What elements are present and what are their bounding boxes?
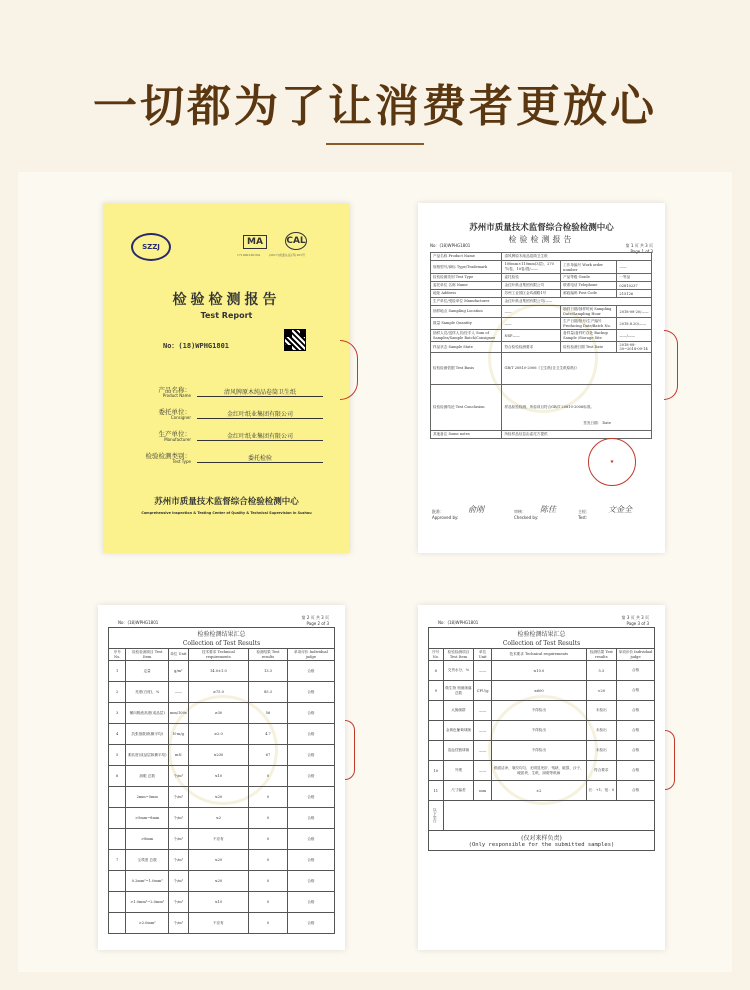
- field-value: 金红叶纸业集团有限公司: [197, 431, 323, 441]
- results-title-en: Collection of Test Results: [109, 639, 335, 649]
- field-value: 委托检验: [197, 453, 323, 463]
- results-title-cn: 检验检测结果汇总: [109, 628, 335, 640]
- table-cell: 个/m²: [168, 808, 188, 829]
- table-cell: 纸面洁净，皱纹均匀，无明显死折、残缺、破损、沙子、硬质块、生纸、绿斑等纸病: [491, 761, 586, 781]
- table-row: [109, 871, 335, 892]
- szzj-logo-icon: SZZJ: [131, 233, 171, 261]
- table-cell: 合格: [287, 808, 334, 829]
- field-label-en: Product Name: [162, 393, 191, 398]
- table-cell: 0: [249, 892, 288, 913]
- table-cell: ≤20: [188, 850, 248, 871]
- row-value: 2018-08-20/——: [617, 306, 652, 318]
- table-cell: 个/m²: [168, 913, 188, 934]
- field-value: 清风牌原木纯品卷筒卫生纸: [197, 387, 323, 397]
- table-cell: 符合要求: [586, 761, 616, 781]
- results-header: 单项评价 Individual judge: [617, 649, 655, 661]
- checker-en: Checked by:: [514, 515, 539, 520]
- cal-certification-icon: CAL: [285, 232, 307, 250]
- test-report-page-1: [418, 203, 665, 553]
- field-label: 产品名称：: [158, 386, 191, 394]
- table-row: [109, 787, 335, 808]
- table-cell: 5: [109, 745, 126, 766]
- results-title-cn: 检验检测结果汇总: [429, 628, 655, 640]
- row-label: 抽样日期/抽样时间 Sampling Date/Sampling Hour: [561, 306, 617, 318]
- table-cell: 合格: [287, 682, 334, 703]
- table-cell: 0: [249, 871, 288, 892]
- table-cell: ≥2.0: [188, 724, 248, 745]
- table-cell: mN: [168, 745, 188, 766]
- table-cell: 合格: [287, 745, 334, 766]
- page-cn: 第 1 页 共 3 页: [625, 243, 653, 248]
- table-cell: ≤230: [188, 745, 248, 766]
- table-cell: 0: [249, 850, 288, 871]
- report-row: [431, 290, 652, 298]
- table-cell: [429, 701, 444, 721]
- row-value: ——: [617, 261, 652, 274]
- table-cell: 大肠菌群: [443, 701, 474, 721]
- table-cell: ≤20: [188, 871, 248, 892]
- table-cell: 抗张指数(纵横平均): [126, 724, 169, 745]
- page-cn: 第 3 页 共 3 页: [621, 615, 649, 620]
- table-cell: 2: [109, 682, 126, 703]
- table-cell: ≥75.0: [188, 682, 248, 703]
- table-cell: 合格: [617, 781, 655, 801]
- table-cell: 合格: [617, 761, 655, 781]
- table-cell: 合格: [287, 913, 334, 934]
- cover-report-number: No：(18)WPHG1801: [163, 342, 230, 350]
- row-value: ——: [502, 306, 561, 318]
- results-title-en: Collection of Test Results: [429, 639, 655, 649]
- results-header: 检验检测项目 Test Item: [443, 649, 474, 661]
- table-cell: ≤20: [188, 787, 248, 808]
- cover-seal-edge-icon: [340, 340, 358, 400]
- cover-title-en: Test Report: [200, 311, 253, 320]
- cover-field-manufacturer: [123, 429, 333, 447]
- table-cell: 个/m²: [168, 787, 188, 808]
- table-row: [429, 721, 655, 741]
- results-header: 单位 Unit: [474, 649, 492, 661]
- row-value: 金红叶纸业集团有限公司/——: [502, 298, 652, 306]
- basis-value: GB/T 20810-2006《卫生纸(含卫生纸原纸)》: [502, 353, 652, 385]
- results-header: 检验检测项目 Test Item: [126, 649, 169, 661]
- report-row: [431, 342, 652, 353]
- table-cell: >2.0mm²: [126, 913, 169, 934]
- table-cell: 13.3: [249, 661, 288, 682]
- table-cell: 个/m²: [168, 850, 188, 871]
- issue-date-label: [583, 421, 611, 426]
- results-header: 技术要求 Technical requirements: [188, 649, 248, 661]
- table-cell: 定量: [126, 661, 169, 682]
- table-row: [429, 781, 655, 801]
- tester-label: [578, 509, 590, 520]
- table-row: [109, 682, 335, 703]
- results-table: [428, 627, 655, 851]
- table-cell: [109, 808, 126, 829]
- table-cell: mm/100s: [168, 703, 188, 724]
- row-label: 数量 Sample Quantity: [431, 318, 502, 330]
- results-header-row: [429, 649, 655, 661]
- row-label: 抽样地点 Sampling Location: [431, 306, 502, 318]
- table-row: [109, 892, 335, 913]
- table-cell: 尘埃度 总数: [126, 850, 169, 871]
- table-cell: 外观: [443, 761, 474, 781]
- report-row: [431, 298, 652, 306]
- table-cell: 0.2mm²~1.0mm²: [126, 871, 169, 892]
- table-cell: [109, 871, 126, 892]
- remark-label: 其他备注 Some notes: [431, 431, 502, 439]
- checker-label: [514, 509, 538, 520]
- table-row: [429, 681, 655, 701]
- report-row: [431, 261, 652, 274]
- table-row: [429, 761, 655, 781]
- table-cell: 7: [109, 850, 126, 871]
- table-cell: 不得检出: [491, 741, 586, 761]
- official-seal-icon: ★: [588, 438, 636, 486]
- table-cell: 溶血性链球菌: [443, 741, 474, 761]
- results-page-number: [302, 615, 329, 626]
- table-cell: [429, 721, 444, 741]
- checker-signature: 陈佳: [540, 505, 556, 514]
- cover-org-en: Comprehensive Inspection & Testing Center of Quality & Technical Supervision in Suzhou: [141, 511, 312, 515]
- field-label: 生产单位：: [158, 430, 191, 438]
- row-label: 生产单位/受检单位 Manufacturer: [431, 298, 502, 306]
- field-label: 委托单位：: [158, 408, 191, 416]
- table-cell: 4: [109, 724, 126, 745]
- cover-title-cn: 检验检测报告: [172, 292, 281, 308]
- table-cell: 56: [249, 703, 288, 724]
- test-report-cover: [103, 203, 350, 553]
- table-cell: 合格: [617, 701, 655, 721]
- results-page-2: [98, 605, 345, 950]
- table-cell: 11: [429, 781, 444, 801]
- headline: 一切都为了让消费者更放心: [93, 81, 657, 132]
- remark-value: 所检样品信息由委托方提供: [502, 431, 652, 439]
- row-label: 产品名称 Product Name: [431, 253, 502, 261]
- report-row: [431, 282, 652, 290]
- row-value: ——: [502, 318, 561, 330]
- table-cell: 合格: [287, 892, 334, 913]
- tester-signature: 文金全: [608, 505, 632, 514]
- row-label: 备样量/备样贮存处 Backup Sample /Storage Site: [561, 330, 617, 342]
- approver-label: [432, 509, 458, 520]
- table-cell: ——: [474, 741, 492, 761]
- row-value: 2018-08-30~2018-09-14: [617, 342, 652, 353]
- table-cell: 亮度(白度)，%: [126, 682, 169, 703]
- note-cn: (仅对来样负责): [521, 835, 562, 842]
- table-row: [109, 724, 335, 745]
- results-report-number: No：(18)WPHG1801: [118, 620, 159, 625]
- row-value: NSP——: [502, 330, 561, 342]
- table-cell: 9: [429, 681, 444, 701]
- table-cell: ≤2: [188, 808, 248, 829]
- qr-code-icon: [284, 329, 306, 351]
- table-cell: ——: [474, 701, 492, 721]
- table-cell: 合格: [617, 721, 655, 741]
- table-cell: 合格: [617, 681, 655, 701]
- row-value: ——/——: [617, 330, 652, 342]
- results-seal-edge-icon: [345, 720, 355, 780]
- row-label: 检验检测类别 Test Type: [431, 274, 502, 282]
- report-number: No：(18)WPHG1801: [430, 243, 471, 248]
- table-cell: ≥30: [188, 703, 248, 724]
- table-row: [429, 661, 655, 681]
- row-value: 215126: [617, 290, 652, 298]
- table-cell: 个/m²: [168, 829, 188, 850]
- row-label: 工作单编号 Work order number: [561, 261, 617, 274]
- table-cell: ≤10: [188, 892, 248, 913]
- divider: [326, 143, 424, 145]
- table-row: [109, 745, 335, 766]
- cover-field-test-type: [123, 451, 333, 469]
- blank-cell: [443, 801, 654, 831]
- table-cell: ≤10: [188, 766, 248, 787]
- table-cell: 合格: [617, 661, 655, 681]
- table-cell: ——: [474, 661, 492, 681]
- row-label: 产品等级 Grade: [561, 274, 617, 282]
- results-table: [108, 627, 335, 934]
- issue-label: 签发日期：: [583, 421, 602, 425]
- page-en: Page 3 of 3: [626, 621, 649, 626]
- note-cell: [429, 831, 655, 851]
- table-cell: ≤10.0: [491, 661, 586, 681]
- report-row: [431, 330, 652, 342]
- table-cell: 横向吸液高度(成品层): [126, 703, 169, 724]
- table-cell: 个/m²: [168, 892, 188, 913]
- table-cell: ±2: [491, 781, 586, 801]
- table-cell: >1.0mm²~2.0mm²: [126, 892, 169, 913]
- row-label: 生产日期/批号/生产编号 Producing Date/Batch No.: [561, 318, 617, 330]
- table-cell: 柔软度(成品层纵横平均): [126, 745, 169, 766]
- results-header: 检测结果 Test results: [249, 649, 288, 661]
- row-label: 检验检测日期 Test Date: [561, 342, 617, 353]
- report-title: 检验检测报告: [508, 235, 575, 244]
- table-row: [109, 703, 335, 724]
- table-cell: g/m²: [168, 661, 188, 682]
- conclusion-label: 检验检测结论 Test Conclusion: [431, 385, 502, 431]
- table-cell: 金黄色葡萄球菌: [443, 721, 474, 741]
- cal-code: (2017)质监认证(苏)161号: [269, 253, 306, 257]
- tester-en: Test:: [578, 515, 588, 520]
- field-label-en: Test Type: [172, 459, 191, 464]
- tester-cn: 主检：: [578, 509, 590, 514]
- table-cell: >8mm: [126, 829, 169, 850]
- table-cell: 个/m²: [168, 766, 188, 787]
- table-cell: 不得检出: [491, 701, 586, 721]
- row-label: 规格型号/商标 Type/Trademark: [431, 261, 502, 274]
- table-cell: ——: [474, 761, 492, 781]
- report-org: 苏州市质量技术监督综合检验检测中心: [469, 223, 614, 233]
- table-cell: 未检出: [586, 721, 616, 741]
- table-cell: 合格: [287, 829, 334, 850]
- table-row: [429, 741, 655, 761]
- results-header: 检测结果 Test results: [586, 649, 616, 661]
- row-value: 苏州工业园区金鸡湖路1号: [502, 290, 561, 298]
- table-cell: >5mm~8mm: [126, 808, 169, 829]
- row-label: 样品状态 Sample State: [431, 342, 502, 353]
- table-cell: 10: [429, 761, 444, 781]
- approver-en: Approved by:: [432, 515, 459, 520]
- table-cell: 未检出: [586, 701, 616, 721]
- report-info-table: [430, 252, 652, 439]
- table-cell: 0: [249, 829, 288, 850]
- table-cell: 3: [109, 703, 126, 724]
- table-cell: 合格: [287, 787, 334, 808]
- field-label-en: Manufacturer: [164, 437, 191, 442]
- report-seal-edge-icon: [664, 330, 678, 400]
- row-label: 地址 Address: [431, 290, 502, 298]
- table-cell: 交货水分，%: [443, 661, 474, 681]
- results-page-number: [622, 615, 649, 626]
- row-value: 符合检验检测要求: [502, 342, 561, 353]
- table-cell: 合格: [287, 766, 334, 787]
- table-cell: 4.7: [249, 724, 288, 745]
- approver-cn: 批准：: [432, 509, 444, 514]
- note-en: (Only responsible for the submitted samples): [468, 842, 615, 848]
- row-value: 委托检验: [502, 274, 561, 282]
- basis-label: 检验检测依据 Test Basis: [431, 353, 502, 385]
- table-cell: 长：+1；宽：0: [586, 781, 616, 801]
- table-cell: 0: [249, 766, 288, 787]
- table-cell: [109, 913, 126, 934]
- table-cell: 不应有: [188, 829, 248, 850]
- table-cell: 合格: [287, 871, 334, 892]
- table-cell: 洞眼 总数: [126, 766, 169, 787]
- table-cell: 未检出: [586, 741, 616, 761]
- results-header: 单项评价 Individual judge: [287, 649, 334, 661]
- report-row: [431, 253, 652, 261]
- row-label: 联系电话 Telephone: [561, 282, 617, 290]
- blank-label: 以下空白: [429, 801, 444, 831]
- table-cell: 微生物 细菌菌落总数: [443, 681, 474, 701]
- table-cell: 14.0±1.0: [188, 661, 248, 682]
- date-label: Date: [602, 421, 611, 425]
- cover-field-consigner: [123, 407, 333, 425]
- table-row: [109, 808, 335, 829]
- results-header: 序号 No.: [109, 649, 126, 661]
- page-en: Page 1 of 3: [630, 249, 653, 254]
- table-cell: 合格: [287, 724, 334, 745]
- table-cell: 6: [109, 766, 126, 787]
- results-header: 单位 Unit: [168, 649, 188, 661]
- results-seal-edge-icon: [665, 730, 675, 790]
- table-cell: <20: [586, 681, 616, 701]
- results-report-number: No：(18)WPHG1801: [438, 620, 479, 625]
- row-label: 抽样人员/送样人员/经手人 Sum of Samples/Sample Batch/Consignee: [431, 330, 502, 342]
- checker-cn: 审核：: [514, 509, 526, 514]
- table-cell: [109, 892, 126, 913]
- table-cell: N·m/g: [168, 724, 188, 745]
- row-value: 清风牌原木纯品卷筒卫生纸: [502, 253, 652, 261]
- table-cell: 个/m²: [168, 871, 188, 892]
- table-cell: 0: [249, 808, 288, 829]
- cover-org-cn: 苏州市质量技术监督综合检验检测中心: [154, 497, 299, 507]
- table-cell: 5.3: [586, 661, 616, 681]
- row-value: 一等品: [617, 274, 652, 282]
- table-cell: 合格: [617, 741, 655, 761]
- page-cn: 第 2 页 共 3 页: [301, 615, 329, 620]
- table-cell: 85.3: [249, 682, 288, 703]
- table-cell: 尺寸偏差: [443, 781, 474, 801]
- table-cell: ——: [474, 721, 492, 741]
- results-header-row: [109, 649, 335, 661]
- table-cell: 8: [429, 661, 444, 681]
- table-row: [109, 913, 335, 934]
- report-row: [431, 274, 652, 282]
- table-cell: 1: [109, 661, 126, 682]
- field-value: 金红叶纸业集团有限公司: [197, 409, 323, 419]
- row-value: 2018.8.20/——: [617, 318, 652, 330]
- ma-certification-icon: MA: [243, 235, 267, 249]
- conclusion-cell: [502, 385, 652, 431]
- table-cell: 不应有: [188, 913, 248, 934]
- results-page-3: [418, 605, 665, 950]
- report-row: [431, 306, 652, 318]
- table-cell: mm: [474, 781, 492, 801]
- table-cell: 67: [249, 745, 288, 766]
- field-label: 检验检测类别：: [145, 452, 191, 460]
- table-row: [109, 661, 335, 682]
- table-cell: 0: [249, 913, 288, 934]
- row-label: 委托单位 名称 Name: [431, 282, 502, 290]
- approver-signature: 俞刚: [468, 505, 484, 514]
- row-value: 100mm×110mm(3层)，270节/卷，10卷/提/——: [502, 261, 561, 274]
- row-label: 邮政编码 Post Code: [561, 290, 617, 298]
- table-cell: CFU/g: [474, 681, 492, 701]
- table-cell: [109, 829, 126, 850]
- table-cell: 合格: [287, 661, 334, 682]
- row-value: 金红叶纸业集团有限公司: [502, 282, 561, 290]
- ma-code: 171000130184: [237, 253, 260, 257]
- table-row: [109, 850, 335, 871]
- table-row: [429, 701, 655, 721]
- table-cell: [429, 741, 444, 761]
- table-cell: [109, 787, 126, 808]
- field-label-en: Consigner: [170, 415, 191, 420]
- cover-field-product: [123, 385, 333, 403]
- page-en: Page 2 of 3: [306, 621, 329, 626]
- results-header: 技术要求 Technical requirements: [491, 649, 586, 661]
- table-row: [109, 829, 335, 850]
- table-cell: ——: [168, 682, 188, 703]
- results-header: 序号 No.: [429, 649, 444, 661]
- conclusion-value: 样品检验检测，所检项目符合GB/T 20810-2006标准。: [504, 405, 595, 409]
- report-row: [431, 318, 652, 330]
- table-cell: 不得检出: [491, 721, 586, 741]
- row-value: 02810237: [617, 282, 652, 290]
- table-cell: 0: [249, 787, 288, 808]
- table-row: [109, 766, 335, 787]
- table-cell: ≤600: [491, 681, 586, 701]
- table-cell: 2mm~5mm: [126, 787, 169, 808]
- table-cell: 合格: [287, 703, 334, 724]
- table-cell: 合格: [287, 850, 334, 871]
